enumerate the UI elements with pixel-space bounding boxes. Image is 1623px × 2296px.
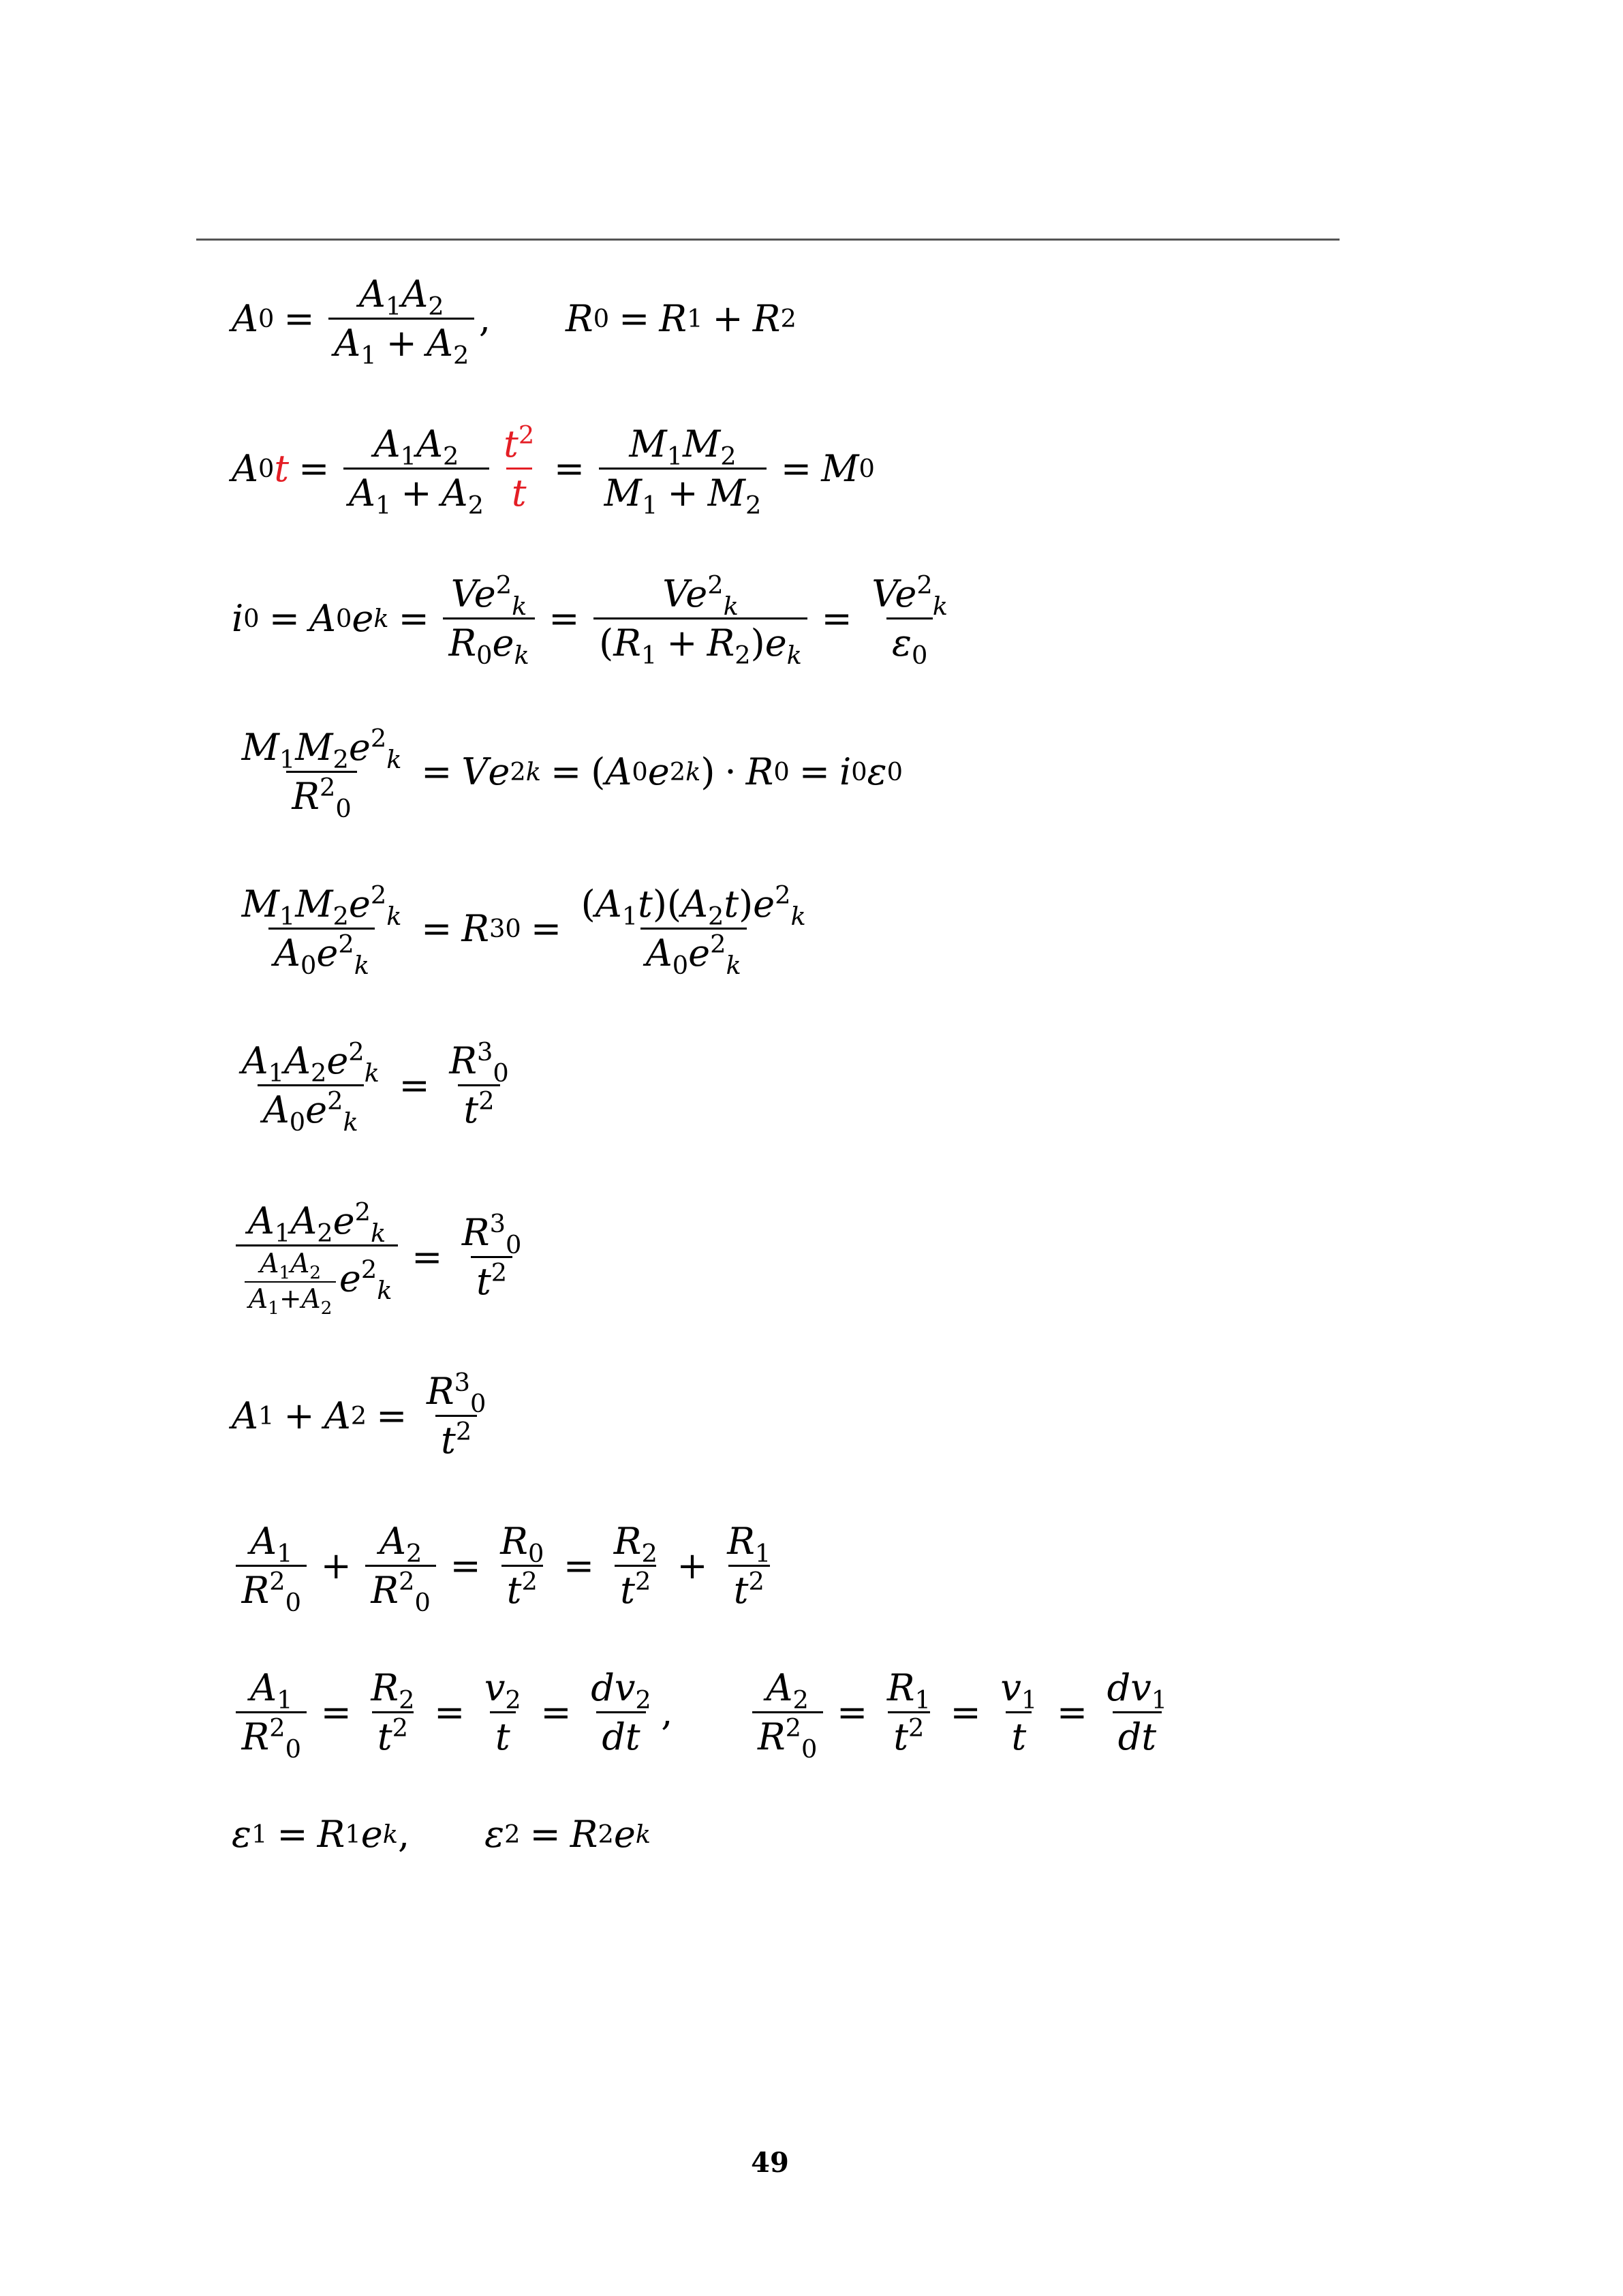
page-number: 49 [751, 2147, 789, 2179]
equation-6: $\frac{A_1A_2e^2_k}{A_0e^2_k}$ = $\frac{R^3_0}{t^2}$ [241, 1037, 509, 1137]
equation-2: A 0 t = $\frac{A_1A_2}{A_1 + A_2}$ $\frac{t^2}{t}$ = $\frac{M_1M_2}{M_1 + M_2}$ = M 0 [232, 420, 875, 521]
equation-7: $A_1A_2e^2_k$ $\frac{A_1A_2}{A_1+A_2}$ $e^2_k$ = $\frac{R^3_0}{t^2}$ [232, 1199, 531, 1315]
equation-3: i 0 = A 0 e k = $\frac{Ve^2_k}{R_0e_k}$ = $\frac{Ve^2_k}{(R_1 + R_2)e_k}$ = $\frac{Ve^2_k}{\varepsilon_0}$ [232, 570, 948, 671]
equation-1: A 0 = $\frac{A_1A_2}{A_1 + A_2}$ , R 0 = R 1 + R 2 [232, 273, 797, 371]
equation-10: $\frac{A_1}{R^2_0}$ = $\frac{R_2}{t^2}$ = $\frac{v_2}{t}$ = $\frac{dv_2}{dt}$ , $\frac{A_2}{R^2_0}$ = $\frac{R_1}{t^2}$ = $\frac{v_1}{t}$ = $\frac{dv_1}{dt}$ [232, 1666, 1177, 1758]
header-rule [196, 239, 1340, 241]
equation-4: $\frac{M_1M_2e^2_k}{R^2_0}$ = V e 2 k = ( A 0 e 2 k ) · R 0 = i 0 ε 0 [241, 724, 903, 824]
equation-8: A 1 + A 2 = $\frac{R^3_0}{t^2}$ [232, 1368, 486, 1463]
equation-11: ε 1 = R 1 e k , ε 2 = R 2 e k [232, 1813, 651, 1856]
equation-5: $\frac{M_1M_2e^2_k}{A_0e^2_k}$ = R 3 0 = $\frac{(A_1t)(A_2t)e^2_k}{A_0e^2_k}$ [241, 881, 806, 981]
equation-9: $\frac{A_1}{R^2_0}$ + $\frac{A_2}{R^2_0}$ = $\frac{R_0}{t^2}$ = $\frac{R_2}{t^2}$ + $\frac{R_1}{t^2}$ [232, 1520, 781, 1612]
